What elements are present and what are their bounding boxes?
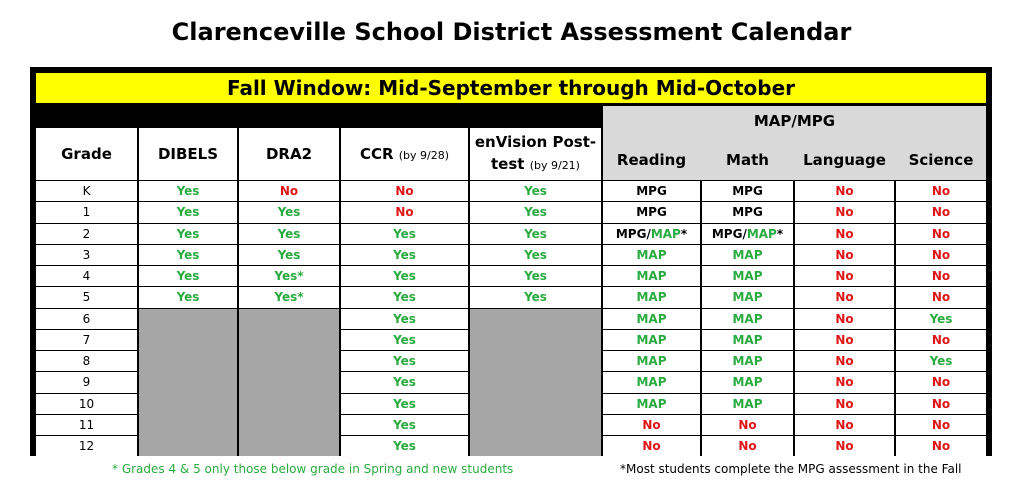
cell-science-grade-3: No (896, 245, 986, 265)
cell-language-grade-9: No (795, 372, 894, 392)
column-header-dra2 (239, 128, 339, 180)
cell-ccr-grade-K: No (341, 181, 468, 201)
cell-science-grade-12: No (896, 436, 986, 456)
column-header-envision (470, 128, 601, 180)
cell-reading-grade-12: No (603, 436, 700, 456)
cell-ccr-grade-4: Yes (341, 266, 468, 286)
cell-grade-grade-9: 9 (36, 372, 137, 392)
cell-science-grade-6: Yes (896, 309, 986, 329)
cell-grade-grade-3: 3 (36, 245, 137, 265)
cell-math-grade-7: MAP (702, 330, 793, 350)
cell-language-grade-6: No (795, 309, 894, 329)
map-part: MAP (650, 226, 681, 241)
cell-dra2-grade-4: Yes* (239, 266, 339, 286)
cell-grade-grade-10: 10 (36, 394, 137, 414)
cell-language-grade-K: No (795, 181, 894, 201)
cell-math-grade-3: MAP (702, 245, 793, 265)
envision-header-line1: enVision Post- (474, 133, 597, 151)
not-applicable-block-dra2 (239, 309, 339, 457)
cell-envision-grade-3: Yes (470, 245, 601, 265)
cell-grade-grade-4: 4 (36, 266, 137, 286)
cell-language-grade-3: No (795, 245, 894, 265)
cell-dibels-grade-1: Yes (139, 202, 237, 222)
cell-reading-grade-8: MAP (603, 351, 700, 371)
window-banner: Fall Window: Mid-September through Mid-October (36, 73, 986, 103)
cell-language-grade-1: No (795, 202, 894, 222)
map-group-label: MAP/MPG (753, 112, 836, 130)
cell-reading-grade-3: MAP (603, 245, 700, 265)
cell-dra2-grade-1: Yes (239, 202, 339, 222)
cell-math-grade-2 (702, 224, 793, 244)
envision-header-line2 (470, 153, 601, 177)
footnote-right: *Most students complete the MPG assessment in the Fall (620, 462, 962, 476)
cell-language-grade-10: No (795, 394, 894, 414)
cell-grade-grade-6: 6 (36, 309, 137, 329)
cell-math-grade-9: MAP (702, 372, 793, 392)
cell-dra2-grade-5: Yes* (239, 287, 339, 307)
mpg-part: MPG/ (615, 226, 651, 241)
cell-reading-grade-K: MPG (603, 181, 700, 201)
cell-ccr-grade-11: Yes (341, 415, 468, 435)
cell-science-grade-1: No (896, 202, 986, 222)
envision-header-test: test (491, 155, 525, 173)
cell-dra2-grade-K: No (239, 181, 339, 201)
column-header-reading-label: Reading (616, 151, 687, 169)
cell-dibels-grade-4: Yes (139, 266, 237, 286)
cell-language-grade-7: No (795, 330, 894, 350)
not-applicable-block-envision (470, 309, 601, 457)
column-header-language-label: Language (803, 151, 886, 169)
cell-grade-grade-11: 11 (36, 415, 137, 435)
cell-envision-grade-1: Yes (470, 202, 601, 222)
cell-science-grade-5: No (896, 287, 986, 307)
cell-ccr-grade-1: No (341, 202, 468, 222)
cell-grade-grade-1: 1 (36, 202, 137, 222)
column-header-dibels-label: DIBELS (157, 145, 219, 163)
cell-science-grade-2: No (896, 224, 986, 244)
cell-ccr-grade-8: Yes (341, 351, 468, 371)
cell-grade-grade-5: 5 (36, 287, 137, 307)
map-part: MAP (746, 226, 777, 241)
cell-ccr-grade-3: Yes (341, 245, 468, 265)
cell-grade-grade-12: 12 (36, 436, 137, 456)
cell-envision-grade-5: Yes (470, 287, 601, 307)
column-header-math-label: Math (726, 151, 769, 169)
column-header-dra2-label: DRA2 (265, 145, 313, 163)
page-title: Clarenceville School District Assessment Calendar (171, 18, 852, 46)
cell-dibels-grade-K: Yes (139, 181, 237, 201)
cell-language-grade-11: No (795, 415, 894, 435)
cell-math-grade-8: MAP (702, 351, 793, 371)
column-header-dibels (139, 128, 237, 180)
column-header-reading (603, 140, 700, 180)
cell-math-grade-K: MPG (702, 181, 793, 201)
column-header-science (896, 140, 986, 180)
cell-reading-grade-2 (603, 224, 700, 244)
column-header-ccr (341, 128, 468, 180)
envision-header-note: (by 9/21) (529, 159, 580, 172)
cell-math-grade-4: MAP (702, 266, 793, 286)
column-header-ccr-note: (by 9/28) (398, 149, 450, 162)
cell-dra2-grade-3: Yes (239, 245, 339, 265)
cell-language-grade-8: No (795, 351, 894, 371)
cell-language-grade-4: No (795, 266, 894, 286)
cell-science-grade-7: No (896, 330, 986, 350)
cell-reading-grade-6: MAP (603, 309, 700, 329)
cell-dra2-grade-2: Yes (239, 224, 339, 244)
cell-ccr-grade-7: Yes (341, 330, 468, 350)
cell-dibels-grade-2: Yes (139, 224, 237, 244)
cell-math-grade-11: No (702, 415, 793, 435)
cell-math-grade-1: MPG (702, 202, 793, 222)
cell-dibels-grade-5: Yes (139, 287, 237, 307)
column-header-ccr-label: CCR (359, 145, 394, 163)
cell-grade-grade-2: 2 (36, 224, 137, 244)
cell-envision-grade-2: Yes (470, 224, 601, 244)
cell-science-grade-4: No (896, 266, 986, 286)
cell-grade-grade-7: 7 (36, 330, 137, 350)
cell-grade-grade-8: 8 (36, 351, 137, 371)
cell-language-grade-5: No (795, 287, 894, 307)
cell-reading-grade-10: MAP (603, 394, 700, 414)
mpg-part: MPG/ (711, 226, 747, 241)
cell-math-grade-5: MAP (702, 287, 793, 307)
asterisk: * (680, 226, 688, 241)
cell-grade-grade-K: K (36, 181, 137, 201)
cell-reading-grade-7: MAP (603, 330, 700, 350)
column-header-math (702, 140, 793, 180)
cell-ccr-grade-9: Yes (341, 372, 468, 392)
cell-language-grade-12: No (795, 436, 894, 456)
header-spacer (36, 106, 600, 125)
cell-math-grade-6: MAP (702, 309, 793, 329)
column-header-grade (36, 128, 137, 180)
cell-science-grade-K: No (896, 181, 986, 201)
cell-science-grade-9: No (896, 372, 986, 392)
column-header-grade-label: Grade (61, 145, 112, 163)
cell-reading-grade-5: MAP (603, 287, 700, 307)
cell-envision-grade-K: Yes (470, 181, 601, 201)
cell-dibels-grade-3: Yes (139, 245, 237, 265)
cell-language-grade-2: No (795, 224, 894, 244)
cell-math-grade-12: No (702, 436, 793, 456)
footnote-left: * Grades 4 & 5 only those below grade in Spring and new students (112, 462, 514, 476)
column-header-science-label: Science (908, 151, 974, 169)
cell-ccr-grade-2: Yes (341, 224, 468, 244)
cell-science-grade-10: No (896, 394, 986, 414)
not-applicable-block-dibels (139, 309, 237, 457)
cell-ccr-grade-5: Yes (341, 287, 468, 307)
cell-science-grade-8: Yes (896, 351, 986, 371)
cell-reading-grade-4: MAP (603, 266, 700, 286)
cell-ccr-grade-12: Yes (341, 436, 468, 456)
cell-reading-grade-1: MPG (603, 202, 700, 222)
assessment-table (30, 67, 992, 456)
cell-envision-grade-4: Yes (470, 266, 601, 286)
cell-ccr-grade-6: Yes (341, 309, 468, 329)
cell-math-grade-10: MAP (702, 394, 793, 414)
column-header-language (795, 140, 894, 180)
cell-science-grade-11: No (896, 415, 986, 435)
cell-reading-grade-11: No (603, 415, 700, 435)
cell-reading-grade-9: MAP (603, 372, 700, 392)
cell-ccr-grade-10: Yes (341, 394, 468, 414)
asterisk: * (776, 226, 784, 241)
